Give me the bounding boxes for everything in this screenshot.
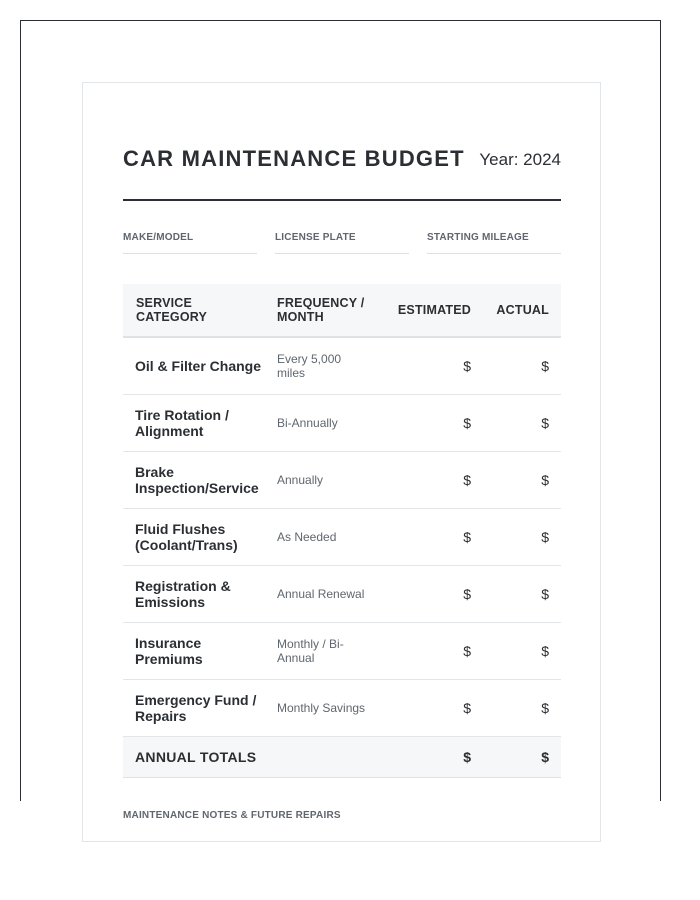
row-actual-cell[interactable]: $	[483, 566, 561, 623]
row-category: Brake Inspection/Service	[123, 452, 271, 509]
row-actual-cell[interactable]: $	[483, 337, 561, 395]
totals-row	[123, 737, 561, 778]
license-plate-field[interactable]	[275, 231, 409, 254]
row-actual-cell[interactable]: $	[483, 680, 561, 737]
header-service-category: SERVICE CATEGORY	[123, 284, 271, 337]
budget-table	[123, 284, 561, 778]
page-frame	[20, 20, 661, 821]
starting-mileage-label: STARTING MILEAGE	[427, 232, 529, 243]
table-row	[123, 509, 561, 566]
starting-mileage-field[interactable]	[427, 231, 561, 254]
year-label: Year: 2024	[479, 150, 561, 169]
table-row	[123, 680, 561, 737]
row-category: Registration & Emissions	[123, 566, 271, 623]
make-model-label: MAKE/MODEL	[123, 232, 194, 243]
row-category: Tire Rotation / Alignment	[123, 395, 271, 452]
vehicle-info-fields	[123, 231, 561, 254]
header-actual: ACTUAL	[483, 284, 561, 337]
row-category: Oil & Filter Change	[123, 337, 271, 395]
row-estimated-cell[interactable]: $	[389, 337, 483, 395]
row-frequency: Annually	[271, 452, 389, 509]
table-header-row	[123, 284, 561, 337]
table-row	[123, 337, 561, 395]
row-category: Emergency Fund / Repairs	[123, 680, 271, 737]
row-frequency: Monthly / Bi-Annual	[271, 623, 389, 680]
row-estimated-cell[interactable]: $	[389, 395, 483, 452]
row-estimated-cell[interactable]: $	[389, 623, 483, 680]
row-actual-cell[interactable]: $	[483, 623, 561, 680]
row-estimated-cell[interactable]: $	[389, 509, 483, 566]
notes-section-label: MAINTENANCE NOTES & FUTURE REPAIRS	[123, 810, 341, 821]
row-frequency: Bi-Annually	[271, 395, 389, 452]
budget-sheet	[82, 82, 601, 842]
row-estimated-cell[interactable]: $	[389, 566, 483, 623]
totals-estimated-cell[interactable]: $	[389, 737, 483, 778]
row-frequency: Monthly Savings	[271, 680, 389, 737]
row-actual-cell[interactable]: $	[483, 452, 561, 509]
table-row	[123, 623, 561, 680]
header-frequency: FREQUENCY / MONTH	[271, 284, 389, 337]
row-frequency: Annual Renewal	[271, 566, 389, 623]
header-estimated: ESTIMATED	[389, 284, 483, 337]
document-title: CAR MAINTENANCE BUDGET	[123, 146, 465, 171]
row-actual-cell[interactable]: $	[483, 395, 561, 452]
document-header	[123, 127, 561, 201]
totals-actual-cell[interactable]: $	[483, 737, 561, 778]
make-model-field[interactable]	[123, 231, 257, 254]
totals-label: ANNUAL TOTALS	[123, 737, 389, 778]
row-category: Insurance Premiums	[123, 623, 271, 680]
row-actual-cell[interactable]: $	[483, 509, 561, 566]
table-row	[123, 395, 561, 452]
license-plate-label: LICENSE PLATE	[275, 232, 356, 243]
row-estimated-cell[interactable]: $	[389, 680, 483, 737]
row-category: Fluid Flushes (Coolant/Trans)	[123, 509, 271, 566]
sheet-content	[123, 127, 561, 821]
table-row	[123, 566, 561, 623]
row-estimated-cell[interactable]: $	[389, 452, 483, 509]
row-frequency: Every 5,000 miles	[271, 337, 389, 395]
table-row	[123, 452, 561, 509]
row-frequency: As Needed	[271, 509, 389, 566]
